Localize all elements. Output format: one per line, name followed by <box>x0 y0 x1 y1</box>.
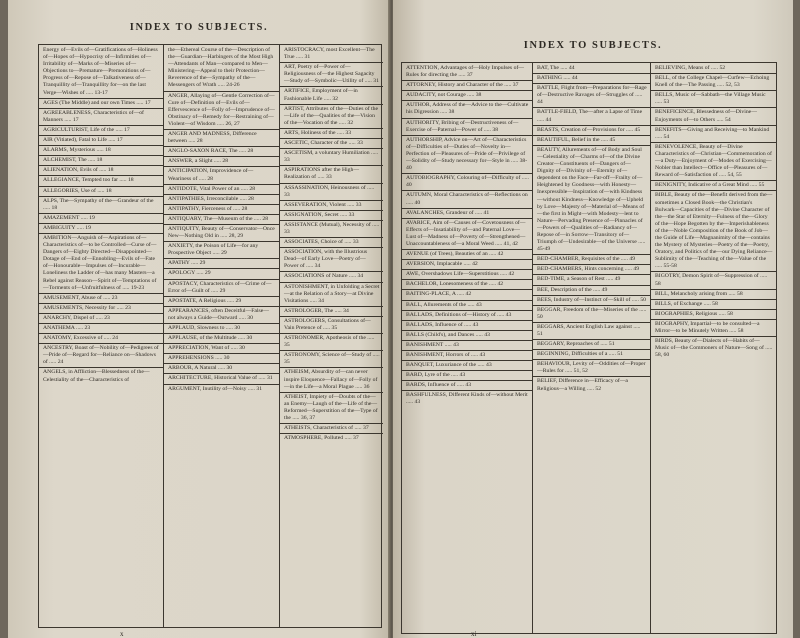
index-entry: BEAUTIFUL, Belief in the ..... 45 <box>537 136 616 143</box>
entry-divider <box>164 296 279 297</box>
entry-divider <box>402 360 532 361</box>
index-entry: ALLEGIANCE, Tempted too far ..... 18 <box>43 177 134 184</box>
index-entry: ANARCHY, Dispel of ..... 23 <box>43 314 110 321</box>
entry-divider <box>39 313 163 314</box>
right-column-2 <box>532 63 650 633</box>
index-entry: ASSOCIATION, with the Illustrious Dead—of Early Love—Poetry of—Power of ..... 34 <box>284 249 368 270</box>
entry-divider <box>39 135 163 136</box>
index-entry: BARD, Lyre of the ..... 43 <box>406 372 466 379</box>
index-entry: ATTENTION, Advantages of—Holy Impulses of—Rules for directing the ..... 37 <box>406 65 524 79</box>
index-entry: BALLS (Child's), and Dances ..... 43 <box>406 331 490 338</box>
index-entry: BENEFICENCE, Blessedness of—Divine—Enjoyments of—to Others ..... 54 <box>655 109 757 123</box>
index-entry: APPRECIATION, Want of ..... 30 <box>168 345 245 352</box>
entry-divider <box>280 423 383 424</box>
entry-divider <box>402 118 532 119</box>
index-entry: AMUSEMENTS, Necessity for ..... 23 <box>43 304 131 311</box>
entry-divider <box>651 73 776 74</box>
left-page-footer: x <box>120 630 124 638</box>
index-entry: BED-CHAMBER, Requisites of the ..... 49 <box>537 256 636 263</box>
index-entry: BACHELOR, Lonesomeness of the ..... 42 <box>406 281 504 288</box>
entry-divider <box>164 224 279 225</box>
index-entry: APOSTACY, Characteristics of—Crime of—Error of—Guilt of ..... 29 <box>168 280 272 294</box>
entry-divider <box>402 350 532 351</box>
index-entry: BANQUET, Luxuriance of the ..... 43 <box>406 362 492 369</box>
index-entry: AUTOBIOGRAPHY, Colouring of—Difficulty of ..... 40 <box>406 175 529 189</box>
index-entry: BED-CHAMBERS, Hints concerning ..... 49 <box>537 266 640 273</box>
index-entry: ASSISTANCE (Mutual), Necessity of ..... 33 <box>284 221 380 235</box>
entry-divider <box>402 218 532 219</box>
index-entry: BIGOTRY, Demon Spirit of—Suppression of ..... 58 <box>655 273 768 287</box>
index-entry: ANTIQUITY, Beauty of—Conservator—Once New—Nothing Old in ..... 28, 29 <box>168 225 275 240</box>
index-entry: BEASTS, Creation of—Provisions for ..... 45 <box>537 126 641 133</box>
index-entry: AVALANCHES, Grandeur of ..... 41 <box>406 209 490 216</box>
entry-divider <box>164 279 279 280</box>
entry-divider <box>39 323 163 324</box>
index-entry: ANATHEMA ..... 23 <box>43 325 91 331</box>
entry-divider <box>533 305 650 306</box>
entry-divider <box>651 142 776 143</box>
entry-divider <box>280 128 383 129</box>
index-entry: BENIGNITY, Indicative of a Great Mind ..... 55 <box>655 182 765 189</box>
index-entry: AVARICE, Aim of—Causes of—Covetousness of—Effects of—Insatiability of—and Paternal Love—Lust of—Madness of—Poverty of—Strengthened—Unaccountableness of—a Moral Weed ..... 41, 42 <box>406 219 526 247</box>
index-entry: AUTHORSHIP, Advice on—Art of—Characteristics of—Difficulties of—Duties of—Novelty in—Perfection of—Pleasures of—Pride of—Privilege of—Solidity of—Study necessary for—Style in ..... 38-40 <box>406 136 528 172</box>
index-entry: ANTICIPATION, Improvidence of—Weariness of ..... 28 <box>168 168 254 182</box>
index-entry: BIOGRAPHY, Impartial—to be consulted—a Mirror—to be Minutely Written ..... 58 <box>655 320 760 334</box>
right-page-title: INDEX TO SUBJECTS. <box>523 40 663 51</box>
index-entry: ASSASSINATION, Heinousness of ..... 33 <box>284 184 375 198</box>
index-entry: BALLADS, Influence of ..... 43 <box>406 321 479 328</box>
entry-divider <box>280 247 383 248</box>
index-entry: BELLS, Music of—Sabbath—the Village Music ..... 53 <box>655 92 766 106</box>
index-entry: BEES, Industry of—Instinct of—Skill of ..... 50 <box>537 296 647 303</box>
index-entry: ARTIFICE, Employment of—in Fashionable Life ..... 32 <box>284 88 358 102</box>
index-entry: ART, Poetry of—Power of—Religiousness of—the Highest Sagacity—Study of—Symbolic—Utility of ..... 31 <box>284 64 379 85</box>
index-entry: BILLS, of Exchange ..... 58 <box>655 300 718 307</box>
index-entry: BENEFITS—Giving and Receiving—to Mankind ..... 54 <box>655 126 770 140</box>
entry-divider <box>402 320 532 321</box>
entry-divider <box>280 148 383 149</box>
index-entry: APPREHENSIONS ..... 30 <box>168 355 230 362</box>
left-page-title: INDEX TO SUBJECTS. <box>129 22 269 33</box>
index-entry: ASCETIC, Character of the ..... 33 <box>284 140 363 147</box>
index-entry: APPLAUD, Slowness to ..... 30 <box>168 325 241 331</box>
index-entry: BELIEVING, Means of ..... 52 <box>655 65 726 71</box>
entry-divider <box>39 98 163 99</box>
index-entry: BALLADS, Definitions of—History of ..... 43 <box>406 311 512 318</box>
entry-divider <box>164 333 279 334</box>
entry-divider <box>39 293 163 294</box>
entry-divider <box>533 135 650 136</box>
entry-divider <box>402 90 532 91</box>
entry-divider <box>402 340 532 341</box>
right-column-1 <box>402 63 532 633</box>
index-entry: ANGER, Allaying of—Gentle Correction of—Cure of—Definition of—Evils of—Effervescence of—Folly of—Imprudence of—Obstinacy of—Remedy for—Restraining of—Violent—of Wisdom ..... 26, 27 <box>168 92 275 127</box>
entry-divider <box>651 336 776 337</box>
index-entry: ASTRONOMER, Apotheosis of the ..... 35 <box>284 335 375 349</box>
entry-divider <box>164 363 279 364</box>
index-entry: ANTIPATHY, Fierceness of ..... 28 <box>168 205 248 212</box>
index-entry: ANXIETY, the Poison of Life—for any Prospective Object ..... 29 <box>168 243 259 257</box>
index-entry: AMAZEMENT ..... 19 <box>43 214 95 221</box>
entry-divider <box>402 208 532 209</box>
index-entry: BIOGRAPHIES, Religious ..... 58 <box>655 310 733 317</box>
entry-divider <box>164 129 279 130</box>
entry-divider <box>164 241 279 242</box>
left-column-2 <box>163 45 279 627</box>
index-entry: ARISTOCRACY, most Excellent—The True ..... 31 <box>284 47 375 61</box>
index-entry: AVENUE (of Trees), Beauties of an ..... 42 <box>406 251 504 258</box>
index-entry: BANISHMENT ..... 43 <box>406 341 459 348</box>
index-entry: ALIENATION, Evils of ..... 18 <box>43 167 114 174</box>
index-entry: APOLOGY ..... 29 <box>168 270 211 277</box>
index-entry: AUTUMN, Moral Characteristics of—Reflections on ..... 40 <box>406 192 528 206</box>
index-entry: AMBIGUITY ..... 19 <box>43 224 91 231</box>
entry-divider <box>280 306 383 307</box>
index-entry: APPLAUSE, of the Multitude ..... 30 <box>168 335 253 342</box>
index-entry: BEGGAR, Freedom of the—Miseries of the ..... 50 <box>537 306 647 320</box>
left-column-3 <box>279 45 383 627</box>
index-entry: AIR (Vitiated), Fatal to Life ..... 17 <box>43 137 123 144</box>
index-entry: BEHAVIOUR, Levity of—Oddities of—Proper—Rules for ..... 51, 52 <box>537 361 646 375</box>
index-entry: ANCESTRY, Boast of—Nobility of—Pedigrees of—Pride of—Regard for—Reliance on—Shadows of ..... 24 <box>43 345 159 366</box>
index-entry: BAITING-PLACE, A ..... 42 <box>406 291 472 298</box>
index-entry: APPEARANCES, often Deceitful—False—not always a Guide—Outward ..... 30 <box>168 307 269 321</box>
right-page-footer: xi <box>471 630 477 638</box>
entry-divider <box>164 91 279 92</box>
entry-divider <box>533 285 650 286</box>
index-entry: AVERSION, Implacable ..... 42 <box>406 261 478 268</box>
entry-divider <box>39 233 163 234</box>
index-entry: BELIEF, Difference in—Efficacy of—a Religious—a Willing ..... 52 <box>537 378 628 392</box>
entry-divider <box>164 194 279 195</box>
index-entry: BIBLE, Beauty of the—Benefit derived from the—sometimes a Closed Book—the Christian's Bulwark—Capacities of the—Divine Character of the—the Star of Eternity—Fulness of the—Glory of the—Hope Begotten by the—Imperishableness of the—Noble Composition of the Book of Job—the Guide of Life—Magnanimity of the—contains the Mystery of Mysteries—Poetry of the—Poetry, Oratory, and Politics of the—our Dying Reliance—Sublimity of the—Teaching of the—Value of the ..... 55-58 <box>655 192 773 270</box>
index-entry: AUDACITY, not Courage ..... 38 <box>406 92 482 99</box>
entry-divider <box>164 214 279 215</box>
entry-divider <box>164 384 279 385</box>
left-page <box>8 0 390 638</box>
entry-divider <box>402 300 532 301</box>
entry-divider <box>402 259 532 260</box>
index-entry: ALPS, The—Sympathy of the—Grandeur of the ..... 18 <box>43 197 154 211</box>
right-index-frame <box>401 62 777 634</box>
entry-divider <box>280 316 383 317</box>
entry-divider <box>402 310 532 311</box>
entry-divider <box>164 353 279 354</box>
index-entry: ASTRONOMY, Science of—Study of ..... 35 <box>284 352 380 366</box>
index-entry: ANATOMY, Excessive of ..... 24 <box>43 335 118 342</box>
entry-divider <box>39 223 163 224</box>
entry-divider <box>164 156 279 157</box>
entry-divider <box>402 289 532 290</box>
index-entry: BEGGARS, Ancient English Law against ..... 51 <box>537 323 641 337</box>
entry-divider <box>651 309 776 310</box>
right-column-3 <box>650 63 776 633</box>
index-entry: BATHING ..... 44 <box>537 75 578 82</box>
index-entry: BIRDS, Beauty of—Dialects of—Habits of—Music of—the Commoners of Nature—Song of ..... 58, 60 <box>655 338 773 359</box>
index-entry: BATTLE-FIELD, The—after a Lapse of Time ..... 44 <box>537 109 643 123</box>
entry-divider <box>280 104 383 105</box>
entry-divider <box>651 319 776 320</box>
entry-divider <box>533 73 650 74</box>
index-entry: BALL, Allurements of the ..... 43 <box>406 301 482 308</box>
index-entry: BELL, of the College Chapel—Curfew—Echoing Knell of the—The Passing ..... 52, 53 <box>655 75 770 89</box>
index-entry: ASTROLOGERS, Consultations of—Vain Pretence of ..... 35 <box>284 317 371 331</box>
entry-divider <box>280 183 383 184</box>
entry-divider <box>164 146 279 147</box>
entry-divider <box>164 323 279 324</box>
index-entry: AGREEABLENESS, Characteristics of—of Manners ..... 17 <box>43 109 144 123</box>
index-entry: BEE, Description of the ..... 49 <box>537 286 608 293</box>
index-entry: ALARMS, Mysterious ..... 18 <box>43 147 111 154</box>
index-entry: BATTLE, Flight from—Preparations for—Rage of—Destructive Ravages of—Struggles of ..... 44 <box>537 85 647 106</box>
left-column-1 <box>39 45 163 627</box>
index-entry: BANISHMENT, Horrors of ..... 43 <box>406 352 486 358</box>
entry-divider <box>280 237 383 238</box>
index-entry: BAT, The ..... 44 <box>537 65 575 71</box>
index-entry: ARTS, Holiness of the ..... 33 <box>284 129 352 136</box>
index-entry: ASTROLOGER, The ..... 34 <box>284 307 349 314</box>
entry-divider <box>280 200 383 201</box>
index-entry: ATTORNEY, History and Character of the ..... 37 <box>406 82 519 89</box>
entry-divider <box>39 186 163 187</box>
entry-divider <box>280 333 383 334</box>
index-entry: ASSEVERATION, Violent ..... 33 <box>284 201 362 208</box>
entry-divider <box>39 155 163 156</box>
index-entry: ARTIST, Attributes of the—Duties of the—Life of the—Qualities of the—Vision of the—Vocation of the ..... 32 <box>284 105 379 126</box>
entry-divider <box>402 135 532 136</box>
index-entry: ASSOCIATIONS of Nature ..... 34 <box>284 273 364 280</box>
left-index-frame <box>38 44 382 628</box>
entry-divider <box>533 322 650 323</box>
entry-divider <box>533 295 650 296</box>
entry-divider <box>39 125 163 126</box>
index-entry: APOSTATE, A Religious ..... 29 <box>168 297 242 304</box>
index-entry: ARCHITECTURE, Historical Value of ..... 31 <box>168 375 273 382</box>
entry-divider <box>164 184 279 185</box>
index-entry: BEGGARY, Reproaches of ..... 51 <box>537 341 615 348</box>
entry-divider <box>280 433 383 434</box>
index-entry: ANGLO-SAXON RACE, The ..... 28 <box>168 148 254 155</box>
entry-divider <box>164 268 279 269</box>
index-entry: Energy of—Evils of—Gratifications of—Holiness of—Hopes of—Hypocrisy of—Infirmities of—Irritability of—Marks of—Miseries of—Objections to—Premature—Premonitions of—Progress of—Repose of—Talkativeness of—Tranquillity of—Tranquillity for—on the last Verge—Wishes of ..... 13-17 <box>43 47 158 96</box>
entry-divider <box>280 220 383 221</box>
index-entry: AUTHOR, Address of the—Advice to the—Cultivate his Digression ..... 38 <box>406 102 529 116</box>
index-entry: ARGUMENT, Inutility of—Noisy ..... 31 <box>168 385 263 392</box>
index-entry: ANGER AND MADNESS, Difference between ..... 28 <box>168 131 257 145</box>
entry-divider <box>39 333 163 334</box>
index-entry: ALCHEMIST, The ..... 18 <box>43 157 103 164</box>
entry-divider <box>651 299 776 300</box>
index-entry: APATHY ..... 29 <box>168 260 206 267</box>
index-entry: ANSWER, a Slight ..... 28 <box>168 158 229 165</box>
index-entry: ATMOSPHERE, Polluted ..... 37 <box>284 435 359 442</box>
entry-divider <box>533 339 650 340</box>
index-entry: ANTIQUARY, The—Museum of the ..... 28 <box>168 215 269 222</box>
index-entry: BEGINNING, Difficulties of a ..... 51 <box>537 351 623 358</box>
entry-divider <box>402 330 532 331</box>
entry-divider <box>651 125 776 126</box>
entry-divider <box>39 145 163 146</box>
entry-divider <box>533 125 650 126</box>
index-entry: ANGELS, in Affliction—Blessedness of the—Celestiality of the—Characteristics of <box>43 369 150 383</box>
index-entry: BARDS, Influence of ..... 43 <box>406 382 472 389</box>
entry-divider <box>164 258 279 259</box>
index-entry: ALLEGORIES, Use of ..... 18 <box>43 187 112 194</box>
index-entry: BASHFULNESS, Different Kinds of—without Merit ..... 43 <box>406 392 528 406</box>
entry-divider <box>533 145 650 146</box>
index-entry: ANTIDOTE, Vital Power of an ..... 28 <box>168 185 256 192</box>
index-entry: AGRICULTURIST, Life of the ..... 17 <box>43 126 130 133</box>
entry-divider <box>39 213 163 214</box>
index-entry: AUTHORITY, Bribing of—Destructiveness of—Exercise of—Paternal—Power of ..... 38 <box>406 119 519 133</box>
entry-divider <box>280 282 383 283</box>
entry-divider <box>164 204 279 205</box>
entry-divider <box>39 108 163 109</box>
entry-divider <box>280 392 383 393</box>
entry-divider <box>402 249 532 250</box>
entry-divider <box>39 303 163 304</box>
index-entry: ASPIRATIONS after the High—Realization of ..... 33 <box>284 167 360 181</box>
index-entry: ASTONISHMENT, in Unfolding a Secret—at the Relation of a Story—at Divine Visitations ..... 34 <box>284 283 380 304</box>
index-entry: AGES (The Middle) and our own Times ..... 17 <box>43 99 151 106</box>
index-entry: ATHEIST, Impiety of—Doubts of the—an Enemy—Laugh of the—Life of the—Reformed—Superstition of the—Type of the ..... 36, 37 <box>284 393 378 422</box>
entry-divider <box>651 289 776 290</box>
index-entry: BENEVOLENCE, Beauty of—Divine Characteristics of—Christian—Commemoration of—a Duty—Enjoyment of—Modes of Exercising—Nobler than Intellect—Office of—Pleasures of—Reward of—Satisfaction of ..... 54, 55 <box>655 143 772 179</box>
index-entry: ATHEISM, Absurdity of—can never inspire Eloquence—Fallacy of—Folly of—in the Life—a Moral Plague ..... 36 <box>284 369 378 390</box>
entry-divider <box>280 210 383 211</box>
entry-divider <box>164 306 279 307</box>
index-entry: ANTIPATHIES, Irreconcilable ..... 28 <box>168 195 254 202</box>
index-entry: ASSOCIATES, Choice of ..... 33 <box>284 239 359 246</box>
index-entry: BEAUTY, Allurements of—of Body and Soul—Celestiality of—Charms of—of the Divine Creator—Constituents of—Dangers of—Dignity of—Divinity of—Eternity of—dependent on the Face—Far-off—Frailty of—Heightened by Goodness—with Honesty—Inexpressible—Inspiration of—with Kindness—without Kindness—Knowledge of—Upheld by Love—Majesty of—Material of—Means of—the first in Might—with Modesty—lent to Nature—Pervading Presence of—Pinnacles of—Powers of—Qualities of—Radiancy of—Repose of—in Sorrow—Transitory of—Triumph of—Undesirable—of the Universe ..... 45-49 <box>537 146 646 253</box>
entry-divider <box>280 138 383 139</box>
right-page <box>393 0 793 638</box>
index-entry: ASCETISM, a voluntary Humiliation ..... 33 <box>284 150 379 164</box>
index-entry: AMBITION—Anguish of—Aspirations of—Characteristics of—to be Controlled—Curse of—Dangers of—Eighty Directed—Disappointed—Dotage of—End of—Ennobling—Evils of—Fate of—Honourable—Impulses of—Incurable—Loneliness the Ladder of—has many Masters—a Rebel against Reason—Spirit of—Temptations of—Torments of—Unfruitfulness of ..... 19-23 <box>43 234 157 291</box>
entry-divider <box>533 264 650 265</box>
index-entry: BILL, Melancholy arising from ..... 58 <box>655 290 743 297</box>
index-entry: the—Ethereal Course of the—Description of the—Guardian—Harbingers of the Most High—Attendants of Man—compared to Men—Ministering—Appeal to their Protection—Reverence of the—Sympathy of the—Messengers of Wrath ..... 24-26 <box>168 47 274 89</box>
index-entry: AMUSEMENT, Abuse of ..... 23 <box>43 294 118 301</box>
index-entry: ASSIGNATION, Secret ..... 33 <box>284 211 355 218</box>
entry-divider <box>39 196 163 197</box>
index-entry: AWE, Overshadows Life—Superstitious ..... 42 <box>406 271 515 278</box>
index-entry: BED-TIME, a Season of Rest ..... 49 <box>537 276 621 283</box>
index-entry: ARBOUR, A Natural ..... 30 <box>168 365 233 372</box>
index-entry: ATHEISTS, Characteristics of ..... 37 <box>284 425 369 432</box>
